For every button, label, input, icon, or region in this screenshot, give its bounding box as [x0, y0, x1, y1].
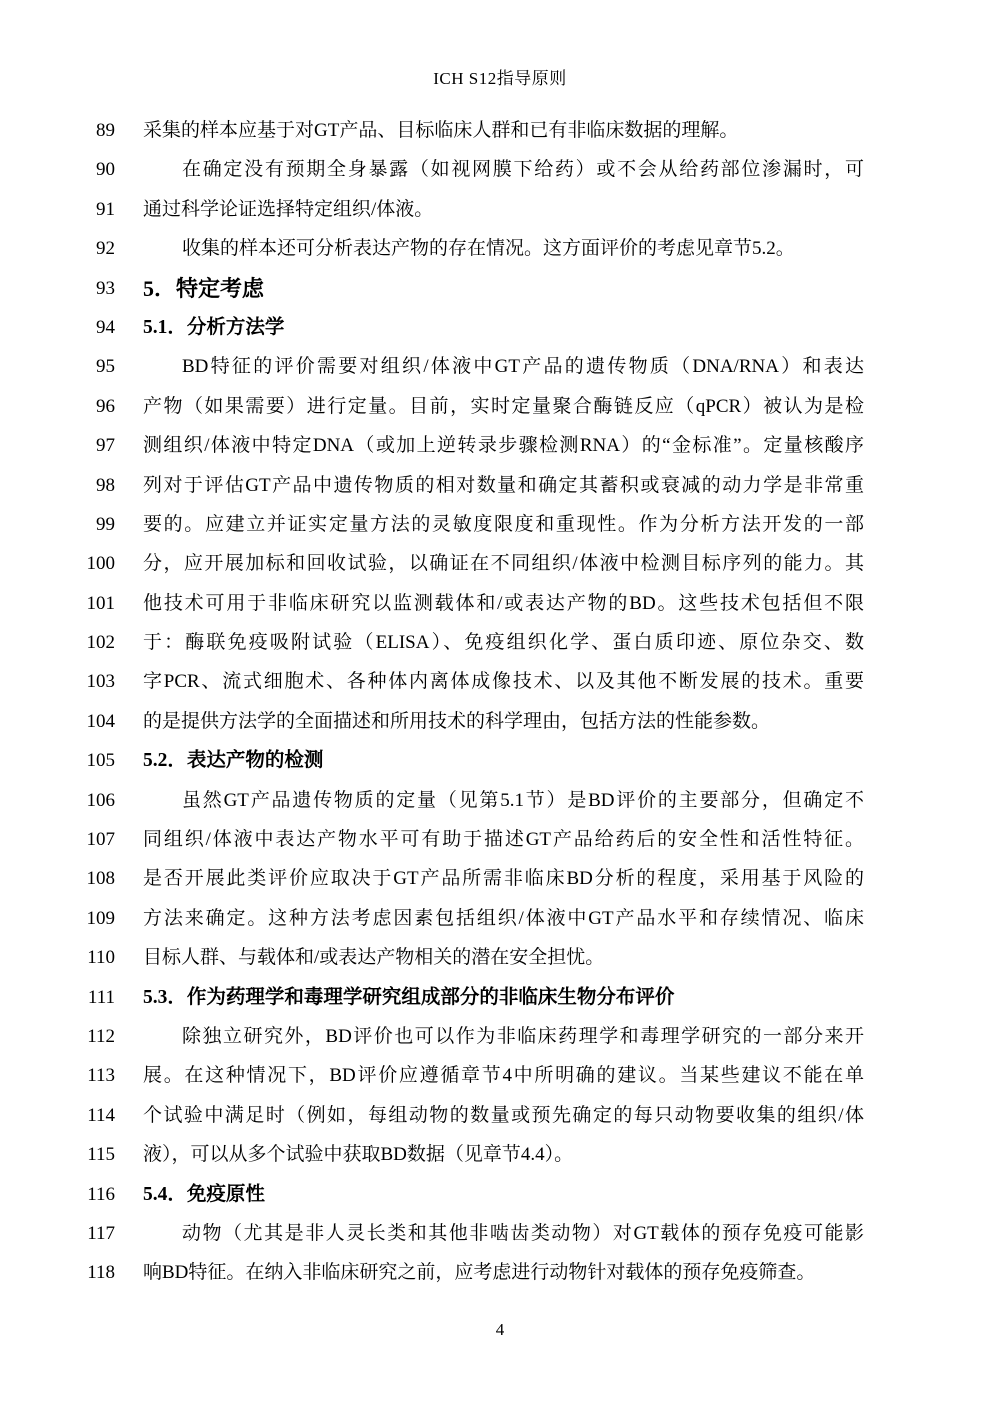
line-row	[0, 978, 1000, 1017]
line-number: 98	[96, 474, 115, 496]
line-number: 103	[86, 671, 115, 693]
line-number: 110	[87, 947, 115, 969]
line-text: 字PCR、流式细胞术、各种体内离体成像技术、以及其他不断发展的技术。重要	[143, 671, 864, 693]
line-row	[0, 190, 1000, 229]
line-row	[0, 623, 1000, 662]
line-number: 118	[87, 1262, 115, 1284]
line-number: 104	[86, 710, 115, 732]
line-row	[0, 1253, 1000, 1292]
line-text: 5.4．免疫原性	[143, 1183, 265, 1205]
line-text: 他技术可用于非临床研究以监测载体和/或表达产物的BD。这些技术包括但不限	[143, 592, 864, 614]
line-text: 收集的样本还可分析表达产物的存在情况。这方面评价的考虑见章节5.2。	[182, 238, 795, 260]
line-number: 107	[86, 829, 115, 851]
line-text: 方法来确定。这种方法考虑因素包括组织/体液中GT产品水平和存续情况、临床	[143, 907, 864, 929]
line-row	[0, 1096, 1000, 1135]
line-row	[0, 820, 1000, 859]
line-number: 89	[96, 120, 115, 141]
document-body	[0, 111, 1000, 1293]
line-row	[0, 387, 1000, 426]
line-text: 测组织/体液中特定DNA（或加上逆转录步骤检测RNA）的“金标准”。定量核酸序	[143, 435, 864, 457]
line-text: 要的。应建立并证实定量方法的灵敏度限度和重现性。作为分析方法开发的一部	[143, 513, 864, 535]
line-row	[0, 1175, 1000, 1214]
line-text: 采集的样本应基于对GT产品、目标临床人群和已有非临床数据的理解。	[143, 120, 739, 141]
line-number: 108	[86, 868, 115, 890]
line-text: 同组织/体液中表达产物水平可有助于描述GT产品给药后的安全性和活性特征。	[143, 829, 864, 851]
line-row	[0, 662, 1000, 701]
line-text: 除独立研究外，BD评价也可以作为非临床药理学和毒理学研究的一部分来开	[182, 1025, 864, 1047]
line-text: 列对于评估GT产品中遗传物质的相对数量和确定其蓄积或衰减的动力学是非常重	[143, 474, 864, 496]
line-number: 115	[87, 1144, 115, 1166]
line-number: 97	[96, 435, 115, 457]
line-row	[0, 269, 1000, 308]
line-number: 96	[96, 395, 115, 417]
line-row	[0, 702, 1000, 741]
line-number: 105	[86, 750, 115, 772]
line-text: 通过科学论证选择特定组织/体液。	[143, 198, 434, 220]
line-text: 液），可以从多个试验中获取BD数据（见章节4.4）。	[143, 1144, 574, 1166]
line-text: 虽然GT产品遗传物质的定量（见第5.1节）是BD评价的主要部分，但确定不	[182, 789, 864, 811]
line-row	[0, 1135, 1000, 1174]
line-text: 展。在这种情况下，BD评价应遵循章节4中所明确的建议。当某些建议不能在单	[143, 1065, 864, 1087]
line-text: 5.3．作为药理学和毒理学研究组成部分的非临床生物分布评价	[143, 986, 675, 1008]
line-text: 在确定没有预期全身暴露（如视网膜下给药）或不会从给药部位渗漏时，可	[182, 159, 864, 181]
line-text: 是否开展此类评价应取决于GT产品所需非临床BD分析的程度，采用基于风险的	[143, 868, 864, 890]
line-number: 106	[86, 789, 115, 811]
line-row	[0, 859, 1000, 898]
line-text: 5.2．表达产物的检测	[143, 750, 324, 772]
line-text: 的是提供方法学的全面描述和所用技术的科学理由，包括方法的性能参数。	[143, 710, 771, 732]
line-number: 101	[86, 592, 115, 614]
line-text: 5.1．分析方法学	[143, 316, 285, 338]
line-number: 113	[87, 1065, 115, 1087]
line-number: 93	[96, 277, 115, 299]
line-text: 分，应开展加标和回收试验，以确证在不同组织/体液中检测目标序列的能力。其	[143, 553, 864, 575]
line-row	[0, 426, 1000, 465]
line-number: 90	[96, 159, 115, 181]
page-header: ICH S12指导原则	[433, 69, 567, 88]
line-row	[0, 505, 1000, 544]
line-row	[0, 1214, 1000, 1253]
line-text: 个试验中满足时（例如，每组动物的数量或预先确定的每只动物要收集的组织/体	[143, 1104, 864, 1126]
line-text: 产物（如果需要）进行定量。目前，实时定量聚合酶链反应（qPCR）被认为是检	[143, 395, 864, 417]
page-number: 4	[495, 1320, 505, 1339]
line-number: 99	[96, 513, 115, 535]
line-number: 94	[96, 316, 115, 338]
line-number: 92	[96, 238, 115, 260]
line-row	[0, 466, 1000, 505]
line-number: 114	[87, 1104, 115, 1126]
line-row	[0, 111, 1000, 150]
line-row	[0, 1017, 1000, 1056]
line-row	[0, 347, 1000, 386]
line-row	[0, 781, 1000, 820]
line-number: 109	[86, 907, 115, 929]
line-number: 102	[86, 632, 115, 654]
line-number: 112	[87, 1025, 115, 1047]
line-row	[0, 544, 1000, 583]
line-number: 100	[86, 553, 115, 575]
line-row	[0, 308, 1000, 347]
line-number: 91	[96, 198, 115, 220]
line-number: 95	[96, 356, 115, 378]
line-row	[0, 584, 1000, 623]
line-row	[0, 938, 1000, 977]
line-row	[0, 1056, 1000, 1095]
line-text: 目标人群、与载体和/或表达产物相关的潜在安全担忧。	[143, 947, 605, 969]
line-number: 117	[87, 1222, 115, 1244]
line-row	[0, 150, 1000, 189]
line-text: BD特征的评价需要对组织/体液中GT产品的遗传物质（DNA/RNA）和表达	[182, 356, 864, 378]
line-row	[0, 229, 1000, 268]
line-row	[0, 741, 1000, 780]
line-text: 动物（尤其是非人灵长类和其他非啮齿类动物）对GT载体的预存免疫可能影	[182, 1222, 864, 1244]
line-text: 5．特定考虑	[143, 275, 265, 301]
line-number: 116	[87, 1183, 115, 1205]
line-text: 于：酶联免疫吸附试验（ELISA）、免疫组织化学、蛋白质印迹、原位杂交、数	[143, 632, 864, 654]
line-row	[0, 899, 1000, 938]
line-text: 响BD特征。在纳入非临床研究之前，应考虑进行动物针对载体的预存免疫筛查。	[143, 1262, 816, 1284]
line-number: 111	[87, 986, 115, 1008]
